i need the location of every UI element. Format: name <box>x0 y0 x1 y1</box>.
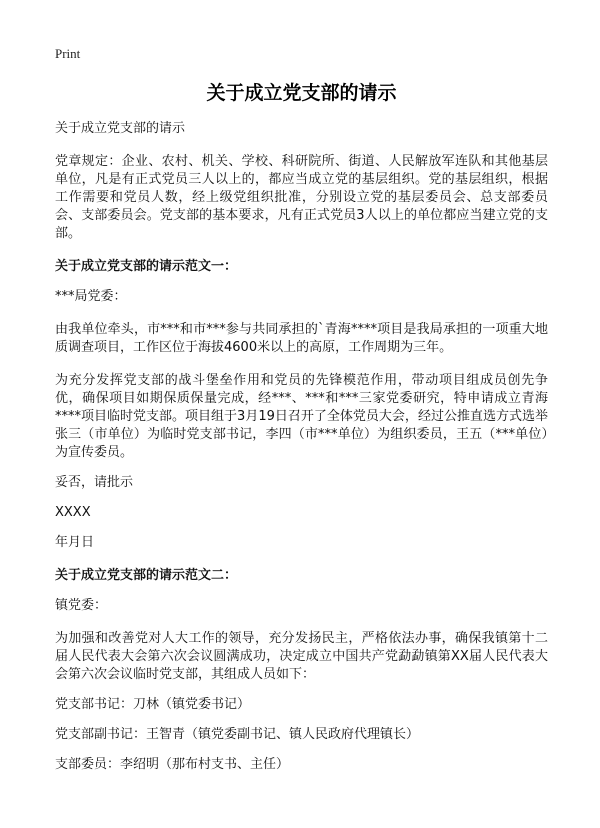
sample1-date: 年月日 <box>55 535 95 550</box>
sample2-member-3: 支部委员：李绍明（那布村支书、主任） <box>55 757 290 772</box>
sample1-heading: 关于成立党支部的请示范文一： <box>55 259 238 274</box>
intro-paragraph: 党章规定：企业、农村、机关、学校、科研院所、街道、人民解放军连队和其他基层单位，凡是有正式党员三人以上的，都应当成立党的基层组织。党的基层组织，根据工作需要和党员人数，经上级党组织批准，分别设立党的基层委员会、总支部委员会、支部委员会。党支部的基本要求，凡有正式党员3人以上的单位都应当建立党的支部。 <box>55 154 548 241</box>
sample1-salutation: ***局党委： <box>55 289 127 304</box>
sample2-paragraph-1: 为加强和改善党对人大工作的领导，充分发扬民主，严格依法办事，确保我镇第十二届人民代表大会第六次会议圆满成功，决定成立中国共产党勐勐镇第XX届人民代表大会第六次会议临时党支部，其组成人员如下： <box>55 631 548 682</box>
sample1-paragraph-2: 为充分发挥党支部的战斗堡垒作用和党员的先锋模范作用，带动项目组成员创先争优，确保项目如期保质保量完成，经***、***和***三家党委研究，特申请成立青海****项目临时党支部。项目组于3月19日召开了全体党员大会，经过公推直选方式选举张三（市单位）为临时党支部书记，李四（市***单位）为组织委员，王五（***单位）为宣传委员。 <box>55 373 548 460</box>
sample2-heading: 关于成立党支部的请示范文二： <box>55 568 238 583</box>
document-subtitle: 关于成立党支部的请示 <box>55 121 186 136</box>
sample1-closing: 妥否，请批示 <box>55 475 134 490</box>
sample2-member-1: 党支部书记：刀林（镇党委书记） <box>55 697 251 712</box>
document-title: 关于成立党支部的请示 <box>206 82 397 104</box>
sample1-signature: XXXX <box>55 505 91 520</box>
sample2-member-2: 党支部副书记：王智青（镇党委副书记、镇人民政府代理镇长） <box>55 727 420 742</box>
sample1-paragraph-1: 由我单位牵头，市***和市***参与共同承担的`青海****项目是我局承担的一项重大地质调查项目，工作区位于海拔4600米以上的高原，工作周期为三年。 <box>55 322 548 355</box>
print-link[interactable]: Print <box>55 46 81 61</box>
sample2-salutation: 镇党委： <box>55 598 108 613</box>
